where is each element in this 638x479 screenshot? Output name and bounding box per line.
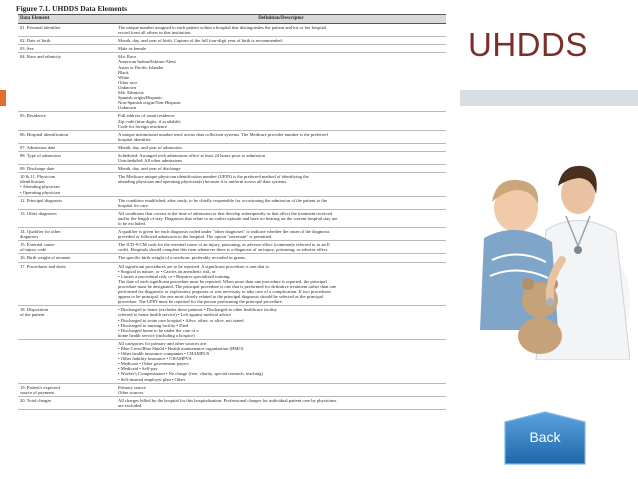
data-element-cell: 02. Date of birth bbox=[18, 37, 116, 45]
definition-cell: All conditions that coexist at the time of admission or that develop subsequently or that affect the treatment received and/or the length of stay. Diagnoses that relate to an earlier episode and have no bearing on the current hospital stay are to be excluded. bbox=[116, 209, 446, 227]
table-row bbox=[18, 339, 446, 383]
table-row bbox=[18, 112, 446, 130]
definition-cell: Primary source Other sources bbox=[116, 383, 446, 396]
definition-cell: Scheduled: Arranged with admissions office at least 24 hours prior to admission Unscheduled: All other admissions bbox=[116, 151, 446, 164]
data-element-cell: 13. Other diagnoses bbox=[18, 209, 116, 227]
back-button[interactable] bbox=[503, 410, 587, 466]
column-header-definition: Definition/Descriptor bbox=[116, 15, 446, 24]
data-element-cell: 19. Patient's expected source of payment bbox=[18, 383, 116, 396]
uhdds-figure bbox=[6, 2, 456, 476]
table-row bbox=[18, 37, 446, 45]
table-body bbox=[18, 24, 446, 410]
definition-cell: Full address of usual residence Zip code (nine digits, if available) Code for foreign residence bbox=[116, 112, 446, 130]
figure-caption: Figure 7.1. UHDDS Data Elements bbox=[16, 4, 128, 13]
data-element-cell: 07. Admission date bbox=[18, 143, 116, 151]
definition-cell: All significant procedures are to be reported. A significant procedure is one that is: • Surgical in nature, or • Carries an anesthetic risk, or • Carries a procedural risk, or • Requires specialized training. The date of each significant procedure must be reported. When more than one procedure is reported, the principal procedure must be designated. The principal procedure is one that is performed for definitive treatment rather than one performed for diagnostic or exploratory purposes or was necessary to take care of a complication. If two procedures appear to be principal, the one most closely related to the principal diagnosis should be selected as the principal procedure. The UPIN must be reported for the person performing the principal procedure. bbox=[116, 262, 446, 306]
definition-cell: The specific birth weight of a newborn, preferably recorded in grams. bbox=[116, 254, 446, 262]
definition-cell: The condition established, after study, to be chiefly responsible for occasioning the admission of the patient to the hospital for care. bbox=[116, 196, 446, 209]
data-element-cell: 04. Race and ethnicity bbox=[18, 53, 116, 112]
table-row bbox=[18, 196, 446, 209]
table-row bbox=[18, 53, 446, 112]
data-element-cell: 15. External cause- of-injury code bbox=[18, 241, 116, 254]
back-button-label: Back bbox=[529, 429, 561, 445]
definition-cell: All categories for primary and other sources are: • Blue Cross/Blue Shield • Health maintenance organization (HMO) • Other health insurance companies • CHAMPUS • Other liability insurance • CHAMPVA • Medicare • Other government payers • Medicaid • Self-pay • Worker's Compensation • No charge (free, charity, special research, teaching) • Self-insured employer plan • Other bbox=[116, 339, 446, 383]
data-element-cell: 01. Personal identifier bbox=[18, 24, 116, 37]
data-element-cell: 05. Residence bbox=[18, 112, 116, 130]
table-row bbox=[18, 24, 446, 37]
definition-cell: A qualifier is given for each diagnosis coded under "other diagnoses" to indicate whether the onset of the diagnosis preceded or followed admission to the hospital. The option "uncertain" is permitted. bbox=[116, 228, 446, 241]
data-element-cell: 12. Principal diagnosis bbox=[18, 196, 116, 209]
table-row bbox=[18, 241, 446, 254]
table-row bbox=[18, 165, 446, 173]
table-row bbox=[18, 383, 446, 396]
table-row bbox=[18, 228, 446, 241]
doctor-child-photo bbox=[466, 150, 630, 360]
definition-cell: • Discharged to home (excludes those patients • Discharged to other healthcare facility referred to home health service) • Left against medical advice • Discharged to acute care hospital • Alive, other; or alive, not stated • Discharged to nursing facility • Died • Discharged home to be under the care of a home health service (including a hospice) bbox=[116, 306, 446, 340]
data-element-cell: 03. Sex bbox=[18, 45, 116, 53]
definition-cell: The Medicare unique physician identification number (UPIN) is the preferred method of identifying the attending physician and operating physician(s) because it is uniform across all data systems. bbox=[116, 173, 446, 196]
data-element-cell: 18. Disposition of the patient bbox=[18, 306, 116, 340]
data-element-cell: 08. Type of admission bbox=[18, 151, 116, 164]
uhdds-data-table bbox=[18, 14, 446, 410]
table-row bbox=[18, 209, 446, 227]
title-accent-bar bbox=[460, 90, 638, 106]
table-header-row bbox=[18, 15, 446, 24]
data-element-cell: 16. Birth weight of neonate bbox=[18, 254, 116, 262]
definition-cell: A unique institutional number used across data collection systems. The Medicare provider number is the preferred hospital identifier. bbox=[116, 130, 446, 143]
definition-cell: 04a. Race American Indian/Eskimo/Aleut Asian or Pacific Islander Black White Other race Unknown 04b. Ethnicity Spanish origin/Hispanic Non-Spanish origin/Non-Hispanic Unknown bbox=[116, 53, 446, 112]
table-row bbox=[18, 130, 446, 143]
definition-cell: Male or female bbox=[116, 45, 446, 53]
table-row bbox=[18, 254, 446, 262]
data-element-cell: 09. Discharge date bbox=[18, 165, 116, 173]
definition-cell: The unique number assigned to each patient within a hospital that distinguishes the patient and his or her hospital record from all others in that institution. bbox=[116, 24, 446, 37]
data-element-cell: 14. Qualifier for other diagnoses bbox=[18, 228, 116, 241]
table-row bbox=[18, 173, 446, 196]
slide-title: UHDDS bbox=[468, 26, 588, 63]
data-element-cell: 20. Total charges bbox=[18, 396, 116, 409]
data-element-cell: 17. Procedures and dates bbox=[18, 262, 116, 306]
data-element-cell bbox=[18, 339, 116, 383]
data-element-cell: 06. Hospital identification bbox=[18, 130, 116, 143]
definition-cell: Month, day, and year of birth. Capture of the full four-digit year of birth is recommended. bbox=[116, 37, 446, 45]
column-header-data-element: Data Element bbox=[18, 15, 116, 24]
table-row bbox=[18, 45, 446, 53]
definition-cell: Month, day, and year of admission. bbox=[116, 143, 446, 151]
definition-cell: The ICD-9-CM code for the external cause of an injury, poisoning, or adverse effect (commonly referred to as an E code). Hospitals should complete this item whenever there is a diagnosis of an injury, poisoning, or adverse effect. bbox=[116, 241, 446, 254]
table-row bbox=[18, 143, 446, 151]
table-row bbox=[18, 396, 446, 409]
table-row bbox=[18, 262, 446, 306]
definition-cell: Month, day, and year of discharge bbox=[116, 165, 446, 173]
data-element-cell: 10 & 11. Physician identification • Attending physician • Operating physician bbox=[18, 173, 116, 196]
definition-cell: All charges billed by the hospital for this hospitalization. Professional charges for individual patient care by physicians are excluded. bbox=[116, 396, 446, 409]
table-row bbox=[18, 151, 446, 164]
table-row bbox=[18, 306, 446, 340]
